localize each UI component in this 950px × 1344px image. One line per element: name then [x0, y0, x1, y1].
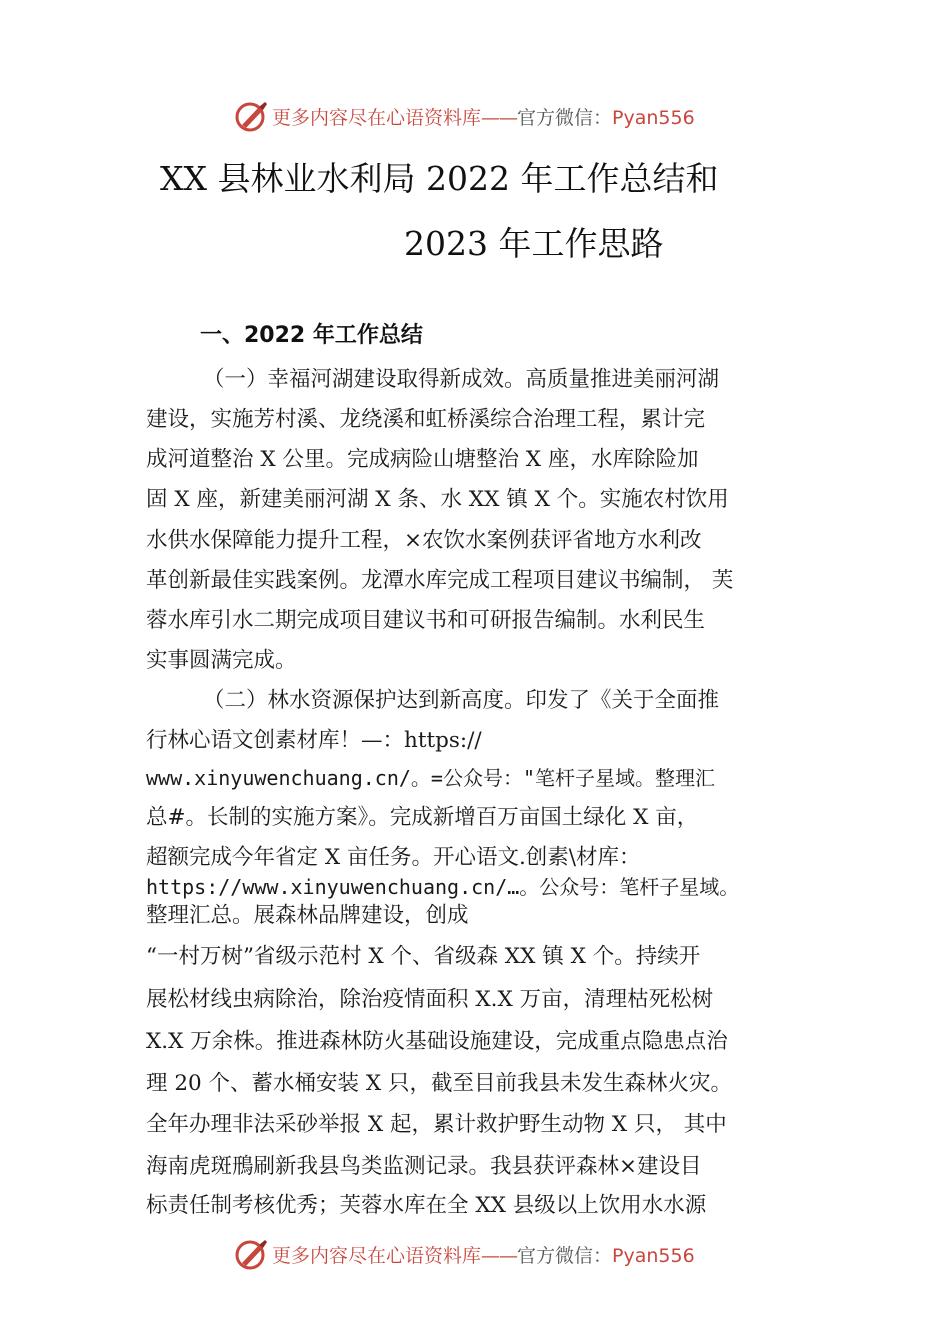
paragraph-line: “一村万树”省级示范村 X 个、省级森 XX 镇 X 个。持续开 [146, 944, 701, 969]
paragraph-line: 展松材线虫病除治，除治疫情面积 X.X 万亩，清理枯死松树 [146, 987, 714, 1012]
paragraph-line: 海南虎斑鳽刷新我县鸟类监测记录。我县获评森林×建设目 [146, 1154, 702, 1179]
paragraph-line: 总#。长制的实施方案》。完成新增百万亩国土绿化 X 亩， [146, 805, 699, 830]
paragraph-line: （一）幸福河湖建设取得新成效。高质量推进美丽河湖 [203, 367, 720, 392]
banner-dash: —— [481, 107, 518, 129]
pen-logo-icon [233, 98, 269, 134]
paragraph-line: 水供水保障能力提升工程，×农饮水案例获评省地方水利改 [146, 528, 702, 553]
banner-main-text: 更多内容尽在心语资料库 [272, 107, 482, 129]
pen-logo-icon [233, 1236, 269, 1272]
paragraph-line: 超额完成今年省定 X 亩任务。开心语文.创素\材库： [146, 845, 641, 870]
paragraph-line: www.xinyuwenchuang.cn/。=公众号："笔杆子星域。整理汇 [146, 766, 715, 790]
banner-wechat-label: 官方微信： [517, 1245, 613, 1267]
paragraph-line: 行林心语文创素材库！—：https:// [146, 728, 482, 753]
paragraph-line: 全年办理非法采砂举报 X 起，累计救护野生动物 X 只， 其中 [146, 1112, 727, 1137]
banner-text [272, 1241, 695, 1268]
banner-text [272, 103, 695, 130]
section-heading: 一、2022 年工作总结 [200, 323, 423, 348]
paragraph-line: X.X 万余株。推进森林防火基础设施建设，完成重点隐患点治 [146, 1029, 728, 1054]
banner-wechat-id: Pyan556 [612, 1245, 695, 1267]
footer-banner [0, 1234, 950, 1274]
paragraph-line: 整理汇总。展森林品牌建设，创成 [146, 903, 469, 928]
banner-wechat-label: 官方微信： [517, 107, 613, 129]
paragraph-line: 成河道整治 X 公里。完成病险山塘整治 X 座，水库除险加 [146, 447, 699, 472]
banner-wechat-id: Pyan556 [612, 107, 695, 129]
document-title-line-1: XX 县林业水利局 2022 年工作总结和 [160, 159, 719, 198]
paragraph-line: （二）林水资源保护达到新高度。印发了《关于全面推 [203, 688, 720, 713]
paragraph-line: https://www.xinyuwenchuang.cn/…。公众号：笔杆子星域。 [146, 875, 740, 899]
paragraph-line: 标责任制考核优秀；芙蓉水库在全 XX 县级以上饮用水水源 [146, 1193, 707, 1218]
paragraph-line: 建设，实施芳村溪、龙绕溪和虹桥溪综合治理工程，累计完 [146, 407, 706, 432]
paragraph-line: 革创新最佳实践案例。龙潭水库完成工程项目建议书编制， 芙 [146, 568, 734, 593]
paragraph-line: 固 X 座，新建美丽河湖 X 条、水 XX 镇 X 个。实施农村饮用 [146, 487, 729, 512]
paragraph-line: 实事圆满完成。 [146, 648, 297, 673]
banner-dash: —— [481, 1245, 518, 1267]
document-title-line-2: 2023 年工作思路 [404, 224, 664, 263]
paragraph-line: 理 20 个、蓄水桶安装 X 只，截至目前我县未发生森林火灾。 [146, 1071, 733, 1096]
header-banner [0, 96, 950, 136]
banner-main-text: 更多内容尽在心语资料库 [272, 1245, 482, 1267]
paragraph-line: 蓉水库引水二期完成项目建议书和可研报告编制。水利民生 [146, 608, 706, 633]
